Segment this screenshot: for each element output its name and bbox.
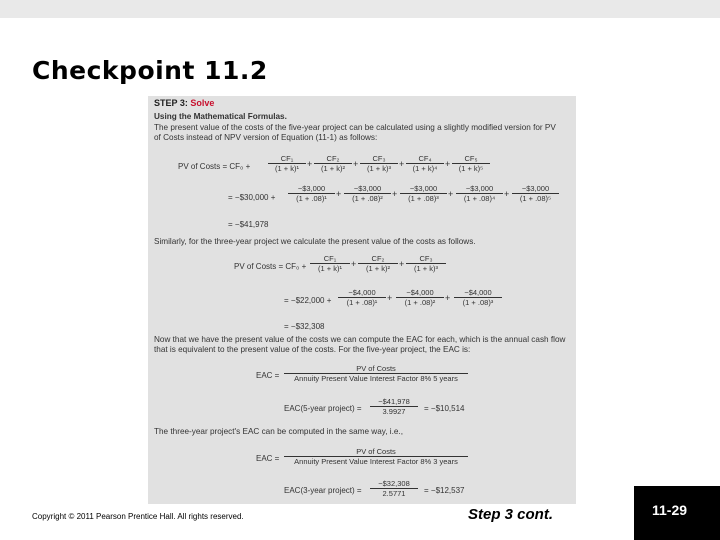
fraction-denominator: (1 + .08)¹ (346, 298, 378, 307)
row4-fraction (396, 288, 444, 307)
plus-sign: + (307, 159, 313, 169)
fraction-denominator: (1 + .08)⁴ (463, 194, 496, 203)
eac5-project-label: EAC(5-year project) = (284, 404, 362, 413)
three-year-text: The three-year project's EAC can be computed in the same way, i.e., (154, 427, 403, 436)
pv5-label: PV of Costs = CF₀ + (178, 162, 251, 171)
intro-line-2: of Costs instead of NPV version of Equation (11-1) as follows: (154, 133, 378, 142)
row3-fraction (358, 254, 398, 273)
page-number: 11-29 (652, 502, 688, 518)
row2-fraction (288, 184, 335, 203)
fraction-numerator: −$3,000 (456, 184, 503, 194)
pv3-result: = −$32,308 (284, 322, 325, 331)
eac3-project-numerator: −$32,308 (370, 479, 418, 489)
plus-sign: + (336, 189, 342, 199)
fraction-denominator: (1 + k)⁴ (412, 164, 438, 173)
plus-sign: + (351, 259, 357, 269)
step-label: STEP 3: (154, 98, 188, 108)
step-heading (154, 98, 214, 108)
fraction-denominator: (1 + .08)² (404, 298, 436, 307)
row1-fraction (268, 154, 306, 173)
row2-fraction (344, 184, 391, 203)
intro-line-1: The present value of the costs of the five-year project can be calculated using a slightly modified version for PV (154, 123, 556, 132)
fraction-denominator: (1 + k)¹ (275, 164, 299, 173)
fraction-denominator: (1 + k)² (321, 164, 345, 173)
eac5-project-fraction (370, 397, 418, 416)
step-caption: Step 3 cont. (468, 506, 554, 523)
row2-fraction (512, 184, 559, 203)
fraction-denominator: (1 + .08)¹ (296, 194, 327, 203)
fraction-denominator: (1 + k)² (366, 264, 390, 273)
row4-fraction (338, 288, 386, 307)
row4-fraction (454, 288, 502, 307)
fraction-denominator: (1 + k)⁵ (458, 164, 484, 173)
eac5-numerator: PV of Costs (284, 364, 468, 374)
fraction-numerator: −$3,000 (344, 184, 391, 194)
fraction-numerator: −$4,000 (338, 288, 386, 298)
fraction-numerator: −$4,000 (454, 288, 502, 298)
fraction-denominator: (1 + .08)⁵ (519, 194, 552, 203)
fraction-denominator: (1 + .08)³ (462, 298, 494, 307)
eac3-project-denominator: 2.5771 (382, 489, 406, 498)
pv5-numeric-lead: = −$30,000 + (228, 193, 276, 202)
eac3-project-result: = −$12,537 (424, 486, 465, 495)
now-text-1: Now that we have the present value of the costs we can compute the EAC for each, which is the annual cash flow (154, 335, 566, 344)
row2-fraction (400, 184, 447, 203)
fraction-numerator: CF₁ (268, 154, 306, 164)
row3-fraction (406, 254, 446, 273)
eac3-project-label: EAC(3-year project) = (284, 486, 362, 495)
eac3-fraction (284, 447, 468, 466)
now-text-2: that is equivalent to the present value of the costs. For the five-year project, the EAC is: (154, 345, 471, 354)
similarly-text: Similarly, for the three-year project we calculate the present value of the costs as follows. (154, 237, 476, 246)
fraction-denominator: (1 + .08)³ (408, 194, 439, 203)
fraction-numerator: −$3,000 (288, 184, 335, 194)
slide-title: Checkpoint 11.2 (32, 56, 268, 85)
plus-sign: + (353, 159, 359, 169)
pv5-result: = −$41,978 (228, 220, 269, 229)
step-word: Solve (190, 98, 215, 108)
plus-sign: + (392, 189, 398, 199)
eac5-denominator: Annuity Present Value Interest Factor 8% 5 years (294, 374, 458, 383)
subheading: Using the Mathematical Formulas. (154, 112, 287, 121)
fraction-numerator: −$4,000 (396, 288, 444, 298)
plus-sign: + (445, 159, 451, 169)
row3-fraction (310, 254, 350, 273)
fraction-numerator: −$3,000 (512, 184, 559, 194)
solution-panel (148, 96, 576, 504)
fraction-numerator: CF₄ (406, 154, 444, 164)
fraction-numerator: −$3,000 (400, 184, 447, 194)
fraction-numerator: CF₅ (452, 154, 490, 164)
eac3-numerator: PV of Costs (284, 447, 468, 457)
fraction-denominator: (1 + k)¹ (318, 264, 342, 273)
fraction-numerator: CF₂ (314, 154, 352, 164)
eac5-project-result: = −$10,514 (424, 404, 465, 413)
row1-fraction (314, 154, 352, 173)
eac3-label: EAC = (256, 454, 280, 463)
fraction-denominator: (1 + k)³ (367, 164, 391, 173)
eac5-project-denominator: 3.9927 (382, 407, 406, 416)
plus-sign: + (399, 159, 405, 169)
plus-sign: + (387, 293, 393, 303)
eac3-denominator: Annuity Present Value Interest Factor 8% 3 years (294, 457, 458, 466)
eac5-label: EAC = (256, 371, 280, 380)
row1-fraction (360, 154, 398, 173)
plus-sign: + (504, 189, 510, 199)
pv3-label: PV of Costs = CF₀ + (234, 262, 307, 271)
plus-sign: + (445, 293, 451, 303)
plus-sign: + (448, 189, 454, 199)
row1-fraction (406, 154, 444, 173)
copyright-notice: Copyright © 2011 Pearson Prentice Hall. All rights reserved. (32, 512, 244, 521)
fraction-numerator: CF₃ (360, 154, 398, 164)
fraction-denominator: (1 + .08)² (352, 194, 383, 203)
eac5-fraction (284, 364, 468, 383)
fraction-numerator: CF₁ (310, 254, 350, 264)
fraction-numerator: CF₂ (358, 254, 398, 264)
plus-sign: + (399, 259, 405, 269)
pv3-numeric-lead: = −$22,000 + (284, 296, 332, 305)
fraction-numerator: CF₃ (406, 254, 446, 264)
eac5-project-numerator: −$41,978 (370, 397, 418, 407)
fraction-denominator: (1 + k)³ (414, 264, 438, 273)
eac3-project-fraction (370, 479, 418, 498)
row2-fraction (456, 184, 503, 203)
row1-fraction (452, 154, 490, 173)
